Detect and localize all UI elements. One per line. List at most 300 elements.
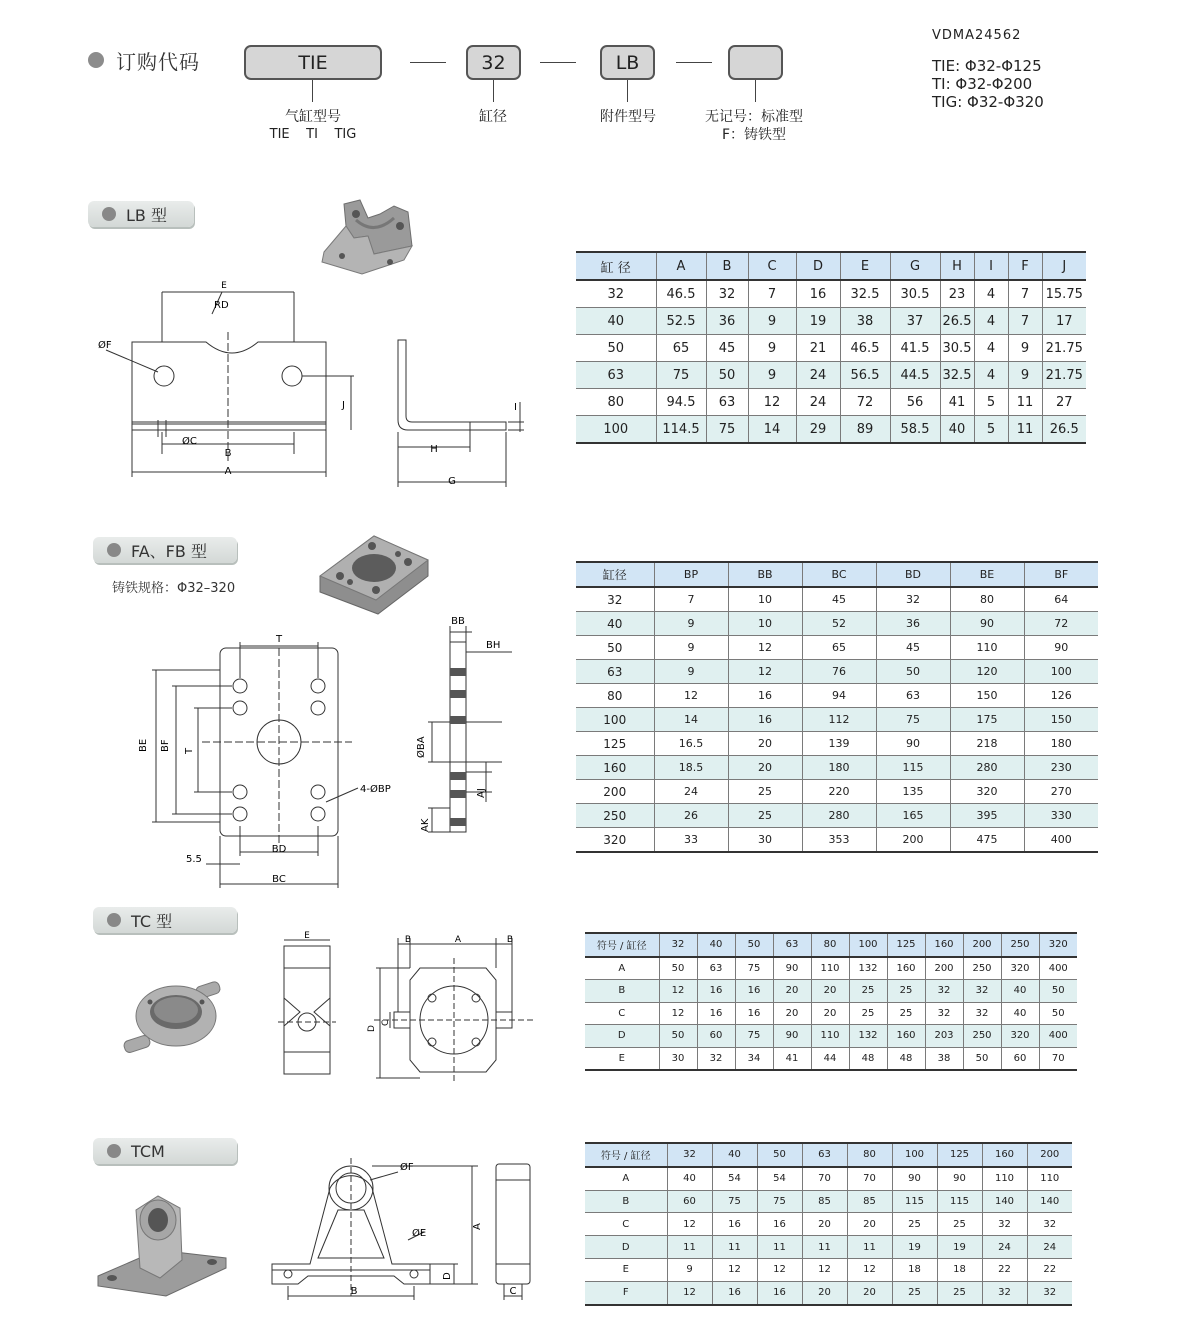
bore-ranges — [932, 57, 1044, 111]
table-row — [576, 780, 1098, 804]
table-cell: 60 — [1001, 1047, 1039, 1070]
table-cell: 94 — [802, 684, 876, 708]
table-cell: 41.5 — [890, 335, 940, 362]
lb-header-cell: I — [974, 252, 1008, 280]
table-cell: 50 — [576, 335, 656, 362]
dim-label-a: A — [454, 935, 462, 945]
table-cell: 22 — [982, 1258, 1027, 1281]
section-label-fa: FA、FB 型 — [131, 541, 207, 561]
table-cell: 16 — [735, 1002, 773, 1025]
table-cell: 330 — [1024, 804, 1098, 828]
table-cell: 180 — [1024, 732, 1098, 756]
model-caption-text: 气缸型号 — [285, 109, 341, 125]
fa-flange-drawing — [132, 612, 522, 892]
table-cell: 32 — [982, 1281, 1027, 1304]
tcm-header-cell: 50 — [757, 1143, 802, 1167]
section-label-tcm: TCM — [131, 1141, 165, 1161]
tcm-header-cell: 32 — [667, 1143, 712, 1167]
table-cell: 15.75 — [1042, 280, 1086, 308]
table-cell: 9 — [654, 660, 728, 684]
lb-table-header — [576, 252, 1086, 280]
table-cell: 75 — [706, 416, 748, 444]
dim-label-bb: BB — [451, 616, 465, 627]
table-cell: 65 — [802, 636, 876, 660]
table-cell: 16 — [735, 980, 773, 1003]
dim-label-d: D — [367, 1025, 377, 1032]
table-cell: 32 — [576, 587, 654, 612]
table-cell: 52 — [802, 612, 876, 636]
table-row — [576, 389, 1086, 416]
table-cell: 16 — [796, 280, 840, 308]
table-cell: 16.5 — [654, 732, 728, 756]
dim-label-e: ØE — [412, 1228, 427, 1239]
table-cell: 37 — [890, 308, 940, 335]
tc-header-cell: 320 — [1039, 933, 1077, 957]
lb-header-cell: B — [706, 252, 748, 280]
tc-trunnion-photo — [122, 972, 226, 1064]
table-cell: A — [585, 957, 659, 980]
table-cell: 140 — [1027, 1190, 1072, 1213]
table-cell: 25 — [728, 804, 802, 828]
table-cell: 139 — [802, 732, 876, 756]
table-cell: 120 — [950, 660, 1024, 684]
table-cell: 21.75 — [1042, 362, 1086, 389]
table-cell: 90 — [773, 1025, 811, 1048]
cast-iron-note: 铸铁规格：Φ32–320 — [112, 581, 236, 596]
table-cell: 20 — [802, 1281, 847, 1304]
table-row — [576, 828, 1098, 853]
table-cell: 200 — [876, 828, 950, 853]
table-cell: A — [585, 1167, 667, 1190]
code-separator — [676, 62, 712, 63]
table-cell: 112 — [802, 708, 876, 732]
table-cell: 48 — [849, 1047, 887, 1070]
table-cell: 90 — [937, 1167, 982, 1190]
table-cell: 20 — [728, 732, 802, 756]
table-cell: 280 — [802, 804, 876, 828]
table-cell: 12 — [847, 1258, 892, 1281]
dim-label-f: ØF — [98, 340, 112, 351]
table-row — [576, 335, 1086, 362]
table-row — [585, 1047, 1077, 1070]
bore-code-box: 32 — [466, 45, 521, 80]
table-cell: 56 — [890, 389, 940, 416]
table-cell: 23 — [940, 280, 974, 308]
table-cell: 25 — [937, 1281, 982, 1304]
tcm-mount-drawing — [268, 1154, 540, 1304]
material-code-box — [728, 45, 783, 80]
fa-dimension-table — [576, 561, 1098, 853]
table-cell: 110 — [1027, 1167, 1072, 1190]
dim-label-i: I — [514, 402, 517, 413]
code-separator — [410, 62, 446, 63]
table-cell: 110 — [950, 636, 1024, 660]
section-tab-fa — [93, 537, 237, 563]
table-cell: 72 — [840, 389, 890, 416]
table-cell: 9 — [748, 362, 796, 389]
table-cell: 160 — [887, 1025, 925, 1048]
table-cell: 32 — [1027, 1281, 1072, 1304]
dim-label-bd: BD — [271, 844, 287, 855]
tc-header-cell: 符号 / 缸径 — [585, 933, 659, 957]
table-cell: 75 — [757, 1190, 802, 1213]
table-row — [576, 280, 1086, 308]
table-cell: 12 — [712, 1258, 757, 1281]
table-cell: 9 — [654, 612, 728, 636]
table-cell: 395 — [950, 804, 1024, 828]
table-cell: 80 — [576, 684, 654, 708]
table-cell: 41 — [940, 389, 974, 416]
dim-label-bc: BC — [272, 874, 286, 885]
table-cell: 16 — [728, 684, 802, 708]
tc-table-header — [585, 933, 1077, 957]
table-cell: 32 — [706, 280, 748, 308]
table-cell: 45 — [706, 335, 748, 362]
table-row — [576, 804, 1098, 828]
table-cell: 75 — [735, 1025, 773, 1048]
table-cell: 115 — [937, 1190, 982, 1213]
table-cell: 30.5 — [940, 335, 974, 362]
table-cell: 11 — [712, 1236, 757, 1259]
table-cell: 140 — [982, 1190, 1027, 1213]
table-cell: 250 — [576, 804, 654, 828]
tc-header-cell: 200 — [963, 933, 1001, 957]
table-row — [576, 416, 1086, 444]
table-cell: 32 — [697, 1047, 735, 1070]
tc-header-cell: 100 — [849, 933, 887, 957]
table-cell: 50 — [1039, 980, 1077, 1003]
material-caption — [690, 108, 818, 144]
lb-header-cell: H — [940, 252, 974, 280]
dim-label-b-right: B — [506, 935, 514, 945]
table-cell: 45 — [876, 636, 950, 660]
table-cell: 12 — [659, 980, 697, 1003]
table-row — [585, 980, 1077, 1003]
table-cell: 32 — [925, 980, 963, 1003]
range-ti: TI: Φ32-Φ200 — [932, 75, 1033, 93]
tc-header-cell: 63 — [773, 933, 811, 957]
table-cell: 50 — [1039, 1002, 1077, 1025]
lb-header-cell: C — [748, 252, 796, 280]
table-cell: 110 — [811, 957, 849, 980]
lb-header-cell: E — [840, 252, 890, 280]
lb-header-cell: 缸 径 — [576, 252, 656, 280]
table-cell: 4 — [974, 308, 1008, 335]
table-cell: 160 — [576, 756, 654, 780]
table-cell: 280 — [950, 756, 1024, 780]
table-cell: 400 — [1039, 1025, 1077, 1048]
table-cell: 24 — [982, 1236, 1027, 1259]
table-cell: 4 — [974, 280, 1008, 308]
table-cell: 353 — [802, 828, 876, 853]
bore-caption: 缸径 — [479, 109, 507, 125]
tcm-header-cell: 125 — [937, 1143, 982, 1167]
table-cell: 165 — [876, 804, 950, 828]
dim-label-b-left: B — [404, 935, 412, 945]
table-cell: 46.5 — [656, 280, 706, 308]
tcm-header-cell: 40 — [712, 1143, 757, 1167]
table-cell: 14 — [748, 416, 796, 444]
dim-label-t-vertical: T — [184, 747, 195, 754]
table-cell: 36 — [706, 308, 748, 335]
table-cell: 44 — [811, 1047, 849, 1070]
table-cell: 32 — [576, 280, 656, 308]
leader-line — [493, 80, 494, 102]
table-cell: 63 — [876, 684, 950, 708]
table-cell: 150 — [950, 684, 1024, 708]
table-cell: 18 — [937, 1258, 982, 1281]
table-cell: 30.5 — [890, 280, 940, 308]
table-cell: 56.5 — [840, 362, 890, 389]
dim-label-e: E — [221, 281, 227, 291]
table-cell: 20 — [811, 980, 849, 1003]
table-cell: 320 — [576, 828, 654, 853]
table-cell: 400 — [1039, 957, 1077, 980]
section-tab-lb — [88, 201, 194, 227]
table-cell: 50 — [576, 636, 654, 660]
table-cell: 9 — [1008, 362, 1042, 389]
table-cell: 60 — [697, 1025, 735, 1048]
table-cell: 18.5 — [654, 756, 728, 780]
table-cell: 17 — [1042, 308, 1086, 335]
table-row — [576, 587, 1098, 612]
table-cell: 32 — [963, 1002, 1001, 1025]
table-cell: 25 — [849, 980, 887, 1003]
table-cell: 135 — [876, 780, 950, 804]
table-cell: 320 — [1001, 957, 1039, 980]
material-castiron-text: F：铸铁型 — [721, 127, 787, 143]
tcm-header-cell: 200 — [1027, 1143, 1072, 1167]
table-cell: 75 — [876, 708, 950, 732]
table-cell: 63 — [697, 957, 735, 980]
table-cell: 40 — [576, 612, 654, 636]
table-cell: 4 — [974, 362, 1008, 389]
section-tab-tc — [93, 907, 237, 933]
dim-label-c: C — [381, 1019, 391, 1026]
table-cell: 50 — [659, 957, 697, 980]
accessory-caption: 附件型号 — [600, 109, 656, 125]
table-cell: 40 — [576, 308, 656, 335]
table-cell: 33 — [654, 828, 728, 853]
table-cell: D — [585, 1025, 659, 1048]
table-cell: 19 — [796, 308, 840, 335]
table-cell: 70 — [847, 1167, 892, 1190]
table-cell: 85 — [847, 1190, 892, 1213]
tcm-header-cell: 160 — [982, 1143, 1027, 1167]
dim-label-a: A — [472, 1223, 483, 1230]
model-caption — [252, 108, 374, 144]
table-cell: 203 — [925, 1025, 963, 1048]
table-row — [585, 1002, 1077, 1025]
dim-label-be: BE — [138, 738, 149, 752]
table-cell: 30 — [728, 828, 802, 853]
table-cell: 16 — [712, 1281, 757, 1304]
table-cell: 54 — [712, 1167, 757, 1190]
table-cell: 25 — [937, 1213, 982, 1236]
section-label-tc: TC 型 — [131, 911, 173, 931]
leader-line — [755, 80, 756, 102]
table-row — [576, 308, 1086, 335]
table-row — [576, 684, 1098, 708]
dim-label-ak: AK — [420, 818, 431, 832]
table-cell: 29 — [796, 416, 840, 444]
dim-label-c: C — [509, 1286, 517, 1297]
dim-label-c: ØC — [182, 436, 197, 447]
table-cell: 125 — [576, 732, 654, 756]
table-cell: 85 — [802, 1190, 847, 1213]
table-cell: 20 — [728, 756, 802, 780]
table-cell: 20 — [802, 1213, 847, 1236]
table-cell: 100 — [1024, 660, 1098, 684]
table-cell: 40 — [1001, 1002, 1039, 1025]
tab-bullet-icon — [102, 207, 116, 221]
table-cell: B — [585, 1190, 667, 1213]
table-cell: 90 — [1024, 636, 1098, 660]
table-cell: 12 — [667, 1281, 712, 1304]
dim-label-offset: 5.5 — [186, 854, 202, 865]
fa-header-cell: BB — [728, 562, 802, 587]
table-cell: 32.5 — [940, 362, 974, 389]
table-cell: 63 — [576, 362, 656, 389]
table-cell: 32.5 — [840, 280, 890, 308]
table-cell: 22 — [1027, 1258, 1072, 1281]
table-cell: 7 — [1008, 280, 1042, 308]
tcm-dimension-table — [585, 1142, 1072, 1306]
table-cell: 115 — [892, 1190, 937, 1213]
table-cell: F — [585, 1281, 667, 1304]
dim-label-b: B — [224, 448, 232, 459]
table-cell: 40 — [1001, 980, 1039, 1003]
table-row — [585, 1025, 1077, 1048]
table-cell: 26 — [654, 804, 728, 828]
table-cell: 320 — [950, 780, 1024, 804]
model-variants-text: TIE TI TIG — [269, 127, 357, 142]
table-row — [576, 708, 1098, 732]
title-bullet-icon — [88, 52, 104, 68]
table-cell: 50 — [876, 660, 950, 684]
table-cell: 75 — [735, 957, 773, 980]
table-cell: 12 — [654, 684, 728, 708]
lb-header-cell: G — [890, 252, 940, 280]
dim-label-a: A — [224, 466, 232, 477]
table-cell: 12 — [728, 660, 802, 684]
table-cell: 90 — [876, 732, 950, 756]
table-cell: 32 — [982, 1213, 1027, 1236]
table-cell: 40 — [667, 1167, 712, 1190]
table-cell: 75 — [656, 362, 706, 389]
table-row — [585, 957, 1077, 980]
table-cell: 16 — [712, 1213, 757, 1236]
table-cell: 12 — [748, 389, 796, 416]
table-cell: 16 — [757, 1213, 802, 1236]
table-cell: 25 — [849, 1002, 887, 1025]
fa-flange-photo — [316, 532, 432, 616]
table-row — [585, 1258, 1072, 1281]
table-row — [576, 612, 1098, 636]
fa-header-cell: 缸径 — [576, 562, 654, 587]
table-cell: 126 — [1024, 684, 1098, 708]
table-cell: 7 — [748, 280, 796, 308]
table-row — [585, 1236, 1072, 1259]
table-cell: C — [585, 1002, 659, 1025]
table-cell: 20 — [773, 980, 811, 1003]
table-cell: 20 — [847, 1213, 892, 1236]
dim-label-g: G — [448, 476, 456, 487]
tcm-header-cell: 80 — [847, 1143, 892, 1167]
table-cell: 25 — [887, 1002, 925, 1025]
table-cell: 250 — [963, 1025, 1001, 1048]
table-cell: 218 — [950, 732, 1024, 756]
dim-label-d: D — [442, 1272, 453, 1280]
table-cell: 7 — [654, 587, 728, 612]
table-cell: 114.5 — [656, 416, 706, 444]
dim-label-b: B — [350, 1286, 358, 1297]
table-cell: 270 — [1024, 780, 1098, 804]
table-cell: 26.5 — [940, 308, 974, 335]
table-row — [576, 756, 1098, 780]
table-cell: 100 — [576, 416, 656, 444]
table-cell: 250 — [963, 957, 1001, 980]
table-cell: 32 — [925, 1002, 963, 1025]
model-code-box: TIE — [244, 45, 382, 80]
table-cell: 200 — [576, 780, 654, 804]
table-cell: 14 — [654, 708, 728, 732]
table-cell: 25 — [887, 980, 925, 1003]
tc-header-cell: 80 — [811, 933, 849, 957]
table-cell: 44.5 — [890, 362, 940, 389]
table-cell: 54 — [757, 1167, 802, 1190]
table-cell: 220 — [802, 780, 876, 804]
tc-header-cell: 160 — [925, 933, 963, 957]
table-cell: 25 — [892, 1213, 937, 1236]
lb-header-cell: F — [1008, 252, 1042, 280]
table-cell: 94.5 — [656, 389, 706, 416]
tab-bullet-icon — [107, 1144, 121, 1158]
table-cell: 50 — [706, 362, 748, 389]
lb-dimension-table — [576, 251, 1086, 444]
table-cell: 36 — [876, 612, 950, 636]
table-cell: 18 — [892, 1258, 937, 1281]
table-cell: 11 — [1008, 389, 1042, 416]
table-cell: 32 — [876, 587, 950, 612]
lb-bracket-photo — [316, 196, 418, 278]
table-cell: 12 — [802, 1258, 847, 1281]
table-cell: 9 — [748, 308, 796, 335]
table-cell: E — [585, 1258, 667, 1281]
table-cell: 5 — [974, 416, 1008, 444]
dim-label-bf: BF — [160, 739, 171, 752]
table-cell: 160 — [887, 957, 925, 980]
tc-dimension-table — [585, 932, 1077, 1071]
table-cell: 4 — [974, 335, 1008, 362]
table-cell: 11 — [667, 1236, 712, 1259]
fa-header-cell: BE — [950, 562, 1024, 587]
dim-label-bh: BH — [486, 640, 501, 651]
tcm-header-cell: 符号 / 缸径 — [585, 1143, 667, 1167]
lb-bracket-drawing — [96, 272, 536, 492]
table-cell: 24 — [1027, 1236, 1072, 1259]
table-cell: 110 — [811, 1025, 849, 1048]
tc-trunnion-drawing — [274, 928, 534, 1086]
table-cell: 110 — [982, 1167, 1027, 1190]
table-cell: 175 — [950, 708, 1024, 732]
table-row — [585, 1190, 1072, 1213]
table-cell: 16 — [697, 980, 735, 1003]
accessory-code-box: LB — [600, 45, 655, 80]
dim-label-f: ØF — [400, 1162, 414, 1173]
table-cell: 12 — [659, 1002, 697, 1025]
range-tie: TIE: Φ32-Φ125 — [932, 57, 1042, 75]
